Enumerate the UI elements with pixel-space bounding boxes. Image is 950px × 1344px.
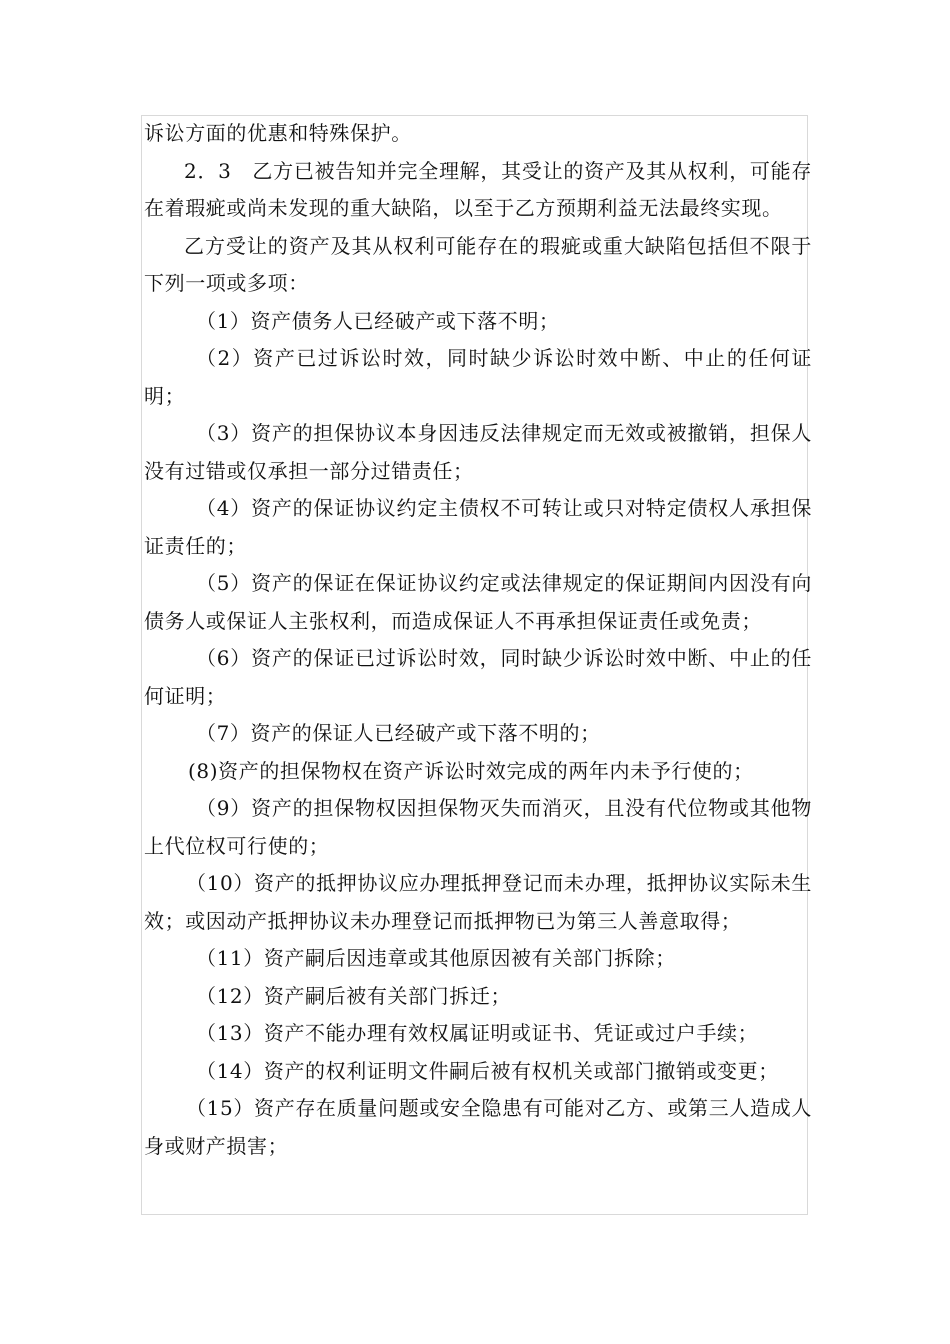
list-item-11: （11）资产嗣后因违章或其他原因被有关部门拆除；: [196, 946, 676, 970]
list-item-10: （10）资产的抵押协议应办理抵押登记而未办理，抵押协议实际未生效；或因动产抵押协议未办理登记而抵押物已为第三人善意取得；: [144, 871, 812, 933]
document-body: [144, 115, 812, 1165]
list-item-3: （3）资产的担保协议本身因违反法律规定而无效或被撤销，担保人没有过错或仅承担一部分过错责任；: [144, 421, 812, 483]
list-item-12: （12）资产嗣后被有关部门拆迁；: [196, 983, 512, 1008]
list-item-2: （2）资产已过诉讼时效，同时缺少诉讼时效中断、中止的任何证明；: [144, 346, 812, 408]
list-item-7: （7）资产的保证人已经破产或下落不明的；: [196, 721, 601, 745]
list-item-5: （5）资产的保证在保证协议约定或法律规定的保证期间内因没有向债务人或保证人主张权利，而造成保证人不再承担保证责任或免责；: [144, 571, 812, 633]
list-item-15: （15）资产存在质量问题或安全隐患有可能对乙方、或第三人造成人身或财产损害；: [144, 1096, 812, 1158]
list-item-1: （1）资产债务人已经破产或下落不明；: [196, 308, 560, 333]
list-item-9: （9）资产的担保物权因担保物灭失而消灭，且没有代位物或其他物上代位权可行使的；: [144, 796, 812, 858]
paragraph-continuation: 诉讼方面的优惠和特殊保护。: [144, 121, 412, 145]
clause-2-3: 2．3 乙方已被告知并完全理解，其受让的资产及其从权利，可能存在着瑕疵或尚未发现的重大缺陷，以至于乙方预期利益无法最终实现。: [144, 158, 812, 220]
list-item-8: (8)资产的担保物权在资产诉讼时效完成的两年内未予行使的；: [188, 758, 754, 783]
list-item-13: （13）资产不能办理有效权属证明或证书、凭证或过户手续；: [196, 1021, 759, 1045]
list-item-6: （6）资产的保证已过诉讼时效，同时缺少诉讼时效中断、中止的任何证明；: [144, 646, 812, 708]
list-item-4: （4）资产的保证协议约定主债权不可转让或只对特定债权人承担保证责任的；: [144, 496, 812, 558]
list-item-14: （14）资产的权利证明文件嗣后被有权机关或部门撤销或变更；: [196, 1058, 779, 1083]
defects-intro-paragraph: 乙方受让的资产及其从权利可能存在的瑕疵或重大缺陷包括但不限于下列一项或多项：: [144, 233, 812, 295]
